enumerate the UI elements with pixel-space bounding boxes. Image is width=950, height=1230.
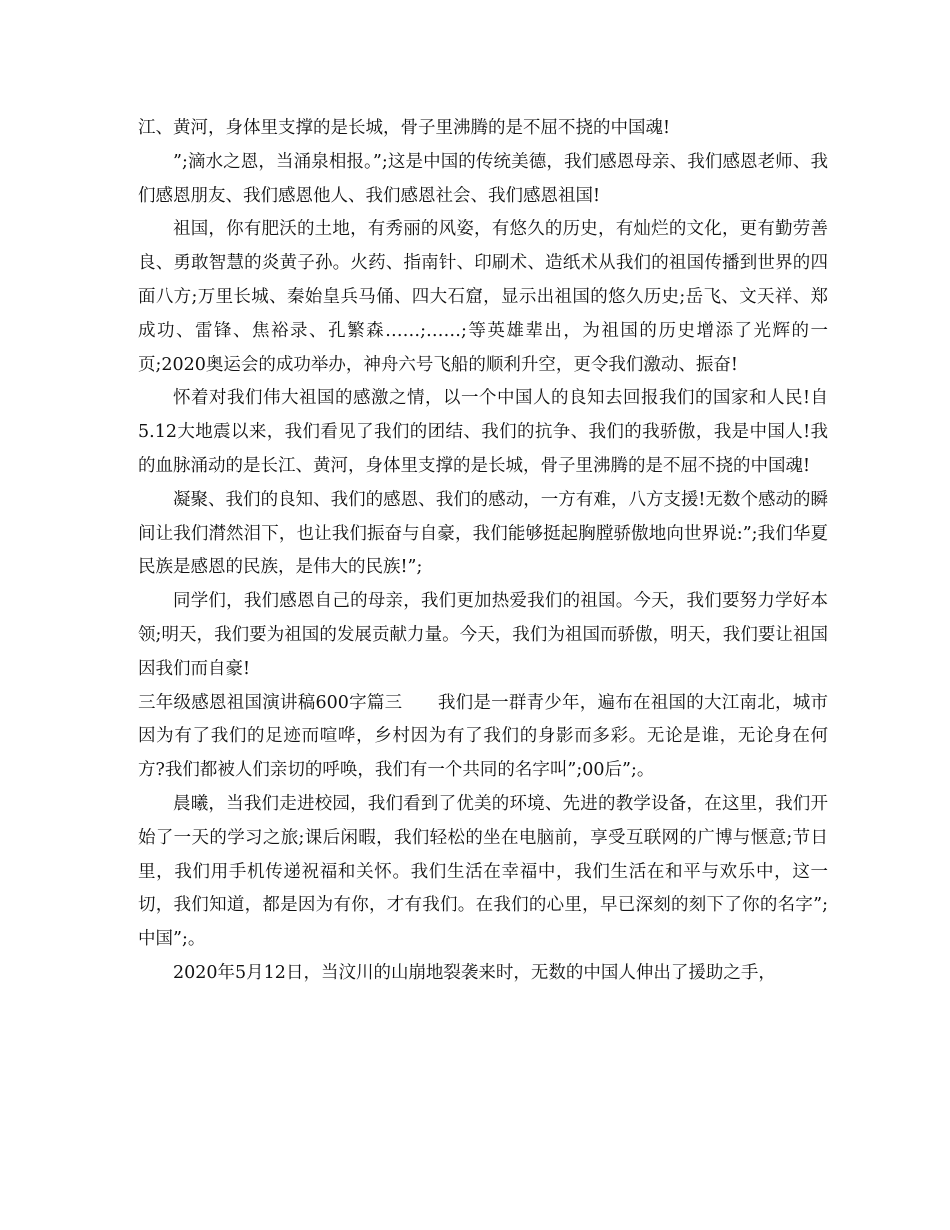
- paragraph-9: 2020年5月12日，当汶川的山崩地裂袭来时，无数的中国人伸出了援助之手，: [173, 962, 776, 983]
- paragraph-4: 怀着对我们伟大祖国的感激之情，以一个中国人的良知去回报我们的国家和人民!自5.12大地震以来，我们看见了我们的团结、我们的抗争、我们的我骄傲，我是中国人!我的血脉涌动的是长江、黄河，身体里支撑的是长城，骨子里沸腾的是不屈不挠的中国魂!: [138, 388, 828, 476]
- document-page: [138, 112, 828, 991]
- paragraph-6: 同学们，我们感恩自己的母亲，我们更加热爱我们的祖国。今天，我们要努力学好本领;明天，我们要为祖国的发展贡献力量。今天，我们为祖国而骄傲，明天，我们要让祖国因我们而自豪!: [138, 591, 828, 679]
- paragraph-8: 晨曦，当我们走进校园，我们看到了优美的环境、先进的教学设备，在这里，我们开始了一天的学习之旅;课后闲暇，我们轻松的坐在电脑前，享受互联网的广博与惬意;节日里，我们用手机传递祝福和关怀。我们生活在幸福中，我们生活在和平与欢乐中，这一切，我们知道，都是因为有你，才有我们。在我们的心里，早已深刻的刻下了你的名字”;中国”;。: [138, 793, 828, 950]
- section-heading-paragraph: 三年级感恩祖国演讲稿600字篇三 我们是一群青少年，遍布在祖国的大江南北，城市因为有了我们的足迹而喧哗，乡村因为有了我们的身影而多彩。无论是谁，无论身在何方?我们都被人们亲切的呼唤，我们有一个共同的名字叫”;00后”;。: [138, 692, 828, 781]
- paragraph-3: 祖国，你有肥沃的土地，有秀丽的风姿，有悠久的历史，有灿烂的文化，更有勤劳善良、勇敢智慧的炎黄子孙。火药、指南针、印刷术、造纸术从我们的祖国传播到世界的四面八方;万里长城、秦始皇兵马俑、四大石窟，显示出祖国的悠久历史;岳飞、文天祥、郑成功、雷锋、焦裕录、孔繁森……;……;等英雄辈出，为祖国的历史增添了光辉的一页;2020奥运会的成功举办，神舟六号飞船的顺利升空，更令我们激动、振奋!: [138, 219, 828, 375]
- paragraph-2: ”;滴水之恩，当涌泉相报。”;这是中国的传统美德，我们感恩母亲、我们感恩老师、我们感恩朋友、我们感恩他人、我们感恩社会、我们感恩祖国!: [138, 151, 828, 206]
- paragraph-1: 江、黄河，身体里支撑的是长城，骨子里沸腾的是不屈不挠的中国魂!: [138, 118, 671, 138]
- paragraph-5: 凝聚、我们的良知、我们的感恩、我们的感动，一方有难，八方支援!无数个感动的瞬间让我们潸然泪下，也让我们振奋与自豪，我们能够挺起胸膛骄傲地向世界说:”;我们华夏民族是感恩的民族，是伟大的民族!”;: [138, 489, 828, 578]
